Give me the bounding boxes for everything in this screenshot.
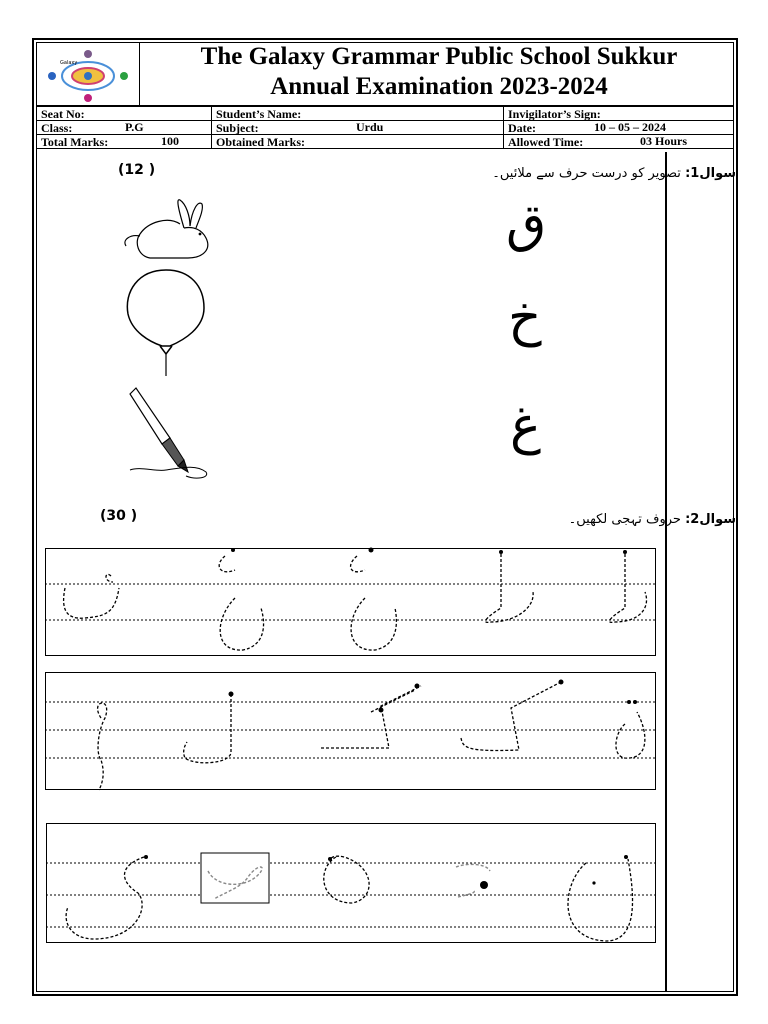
obtained-marks-cell <box>212 135 504 149</box>
q2-number: سوال2: <box>685 512 736 527</box>
date-value: 10 – 05 – 2024 <box>594 120 666 134</box>
allowed-time-cell <box>504 135 734 149</box>
date-label: Date: <box>508 120 536 135</box>
seat-no-label: Seat No: <box>41 106 85 121</box>
date-cell <box>504 121 734 135</box>
total-marks-cell <box>37 135 212 149</box>
q1-letter-2: خ <box>508 288 542 348</box>
school-title <box>144 42 734 102</box>
seat-no-cell <box>37 107 212 121</box>
q2-text: حروف تہجی لکھیں۔ <box>568 512 681 527</box>
q2-prompt <box>569 512 736 527</box>
total-marks-value: 100 <box>161 134 179 148</box>
q1-prompt <box>492 166 736 181</box>
subject-cell <box>212 121 504 135</box>
fountain-pen-image <box>126 386 214 486</box>
class-value: P.G <box>125 120 144 134</box>
exam-header <box>36 42 734 106</box>
total-marks-label: Total Marks: <box>41 134 109 149</box>
school-logo <box>36 42 140 105</box>
student-name-label: Student’s Name: <box>216 106 302 121</box>
q1-letter-3: غ <box>510 396 542 456</box>
student-name-cell <box>212 107 504 121</box>
subject-value: Urdu <box>356 120 384 134</box>
tracing-row-2 <box>45 672 656 790</box>
school-name: The Galaxy Grammar Public School Sukkur <box>200 43 678 70</box>
invigilator-label: Invigilator’s Sign: <box>508 106 601 121</box>
marks-column-divider <box>665 152 667 992</box>
allowed-time-value: 03 Hours <box>640 134 688 148</box>
tracing-row-3 <box>46 823 656 943</box>
class-cell <box>37 121 212 135</box>
q1-letter-1: ق <box>506 194 547 254</box>
logo-text: Galaxy <box>60 60 78 66</box>
rabbit-image <box>118 196 218 266</box>
allowed-time-label: Allowed Time: <box>508 134 584 149</box>
balloon-image <box>124 266 208 376</box>
invigilator-cell <box>504 107 734 121</box>
q1-number: سوال1: <box>685 166 736 181</box>
exam-name: Annual Examination 2023-2024 <box>270 73 608 100</box>
subject-label: Subject: <box>216 120 259 135</box>
obtained-marks-label: Obtained Marks: <box>216 134 306 149</box>
tracing-row-1 <box>45 548 656 656</box>
q1-marks: (12 ) <box>118 162 156 178</box>
q1-text: تصویر کو درست حرف سے ملائیں۔ <box>492 166 681 181</box>
q2-marks: (30 ) <box>100 508 138 524</box>
class-label: Class: <box>41 120 73 135</box>
student-info-table <box>36 106 734 149</box>
